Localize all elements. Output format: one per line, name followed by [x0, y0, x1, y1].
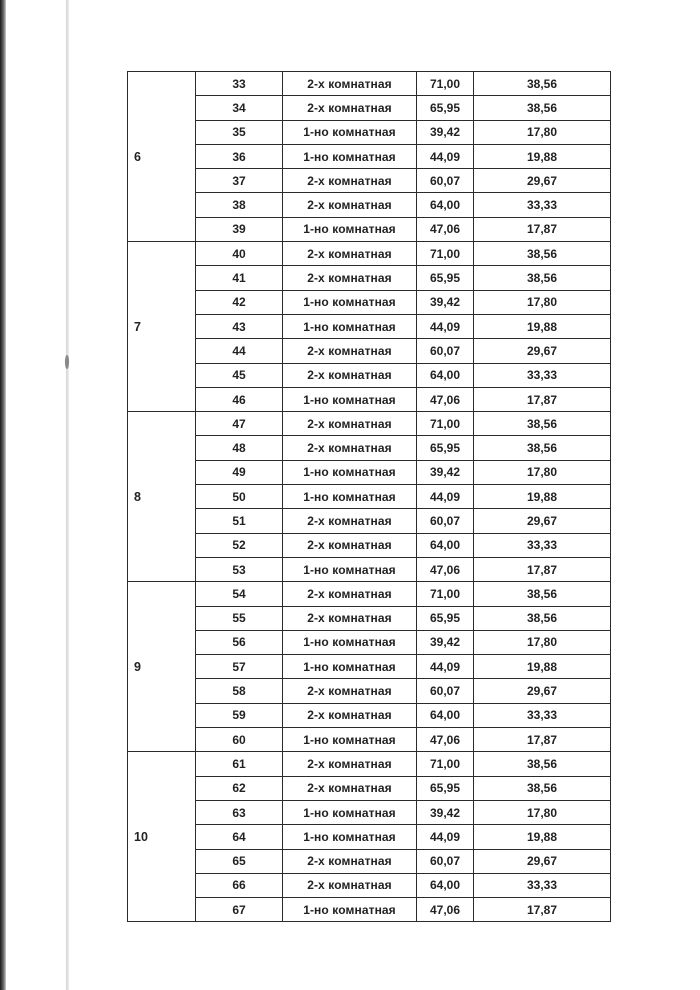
apartment-number-cell: 55 [196, 606, 283, 630]
apartment-number-cell: 36 [196, 144, 283, 168]
apartment-number-cell: 40 [196, 242, 283, 266]
table-row [128, 290, 611, 314]
living-area-cell: 17,80 [474, 800, 611, 824]
apartment-number-cell: 60 [196, 728, 283, 752]
room-type-cell: 2-х комнатная [283, 606, 417, 630]
total-area-cell: 39,42 [417, 120, 474, 144]
table-row [128, 436, 611, 460]
apartment-number-cell: 52 [196, 533, 283, 557]
table-row [128, 460, 611, 484]
table-row [128, 242, 611, 266]
total-area-cell: 44,09 [417, 144, 474, 168]
living-area-cell: 19,88 [474, 825, 611, 849]
table-row [128, 339, 611, 363]
room-type-cell: 2-х комнатная [283, 873, 417, 897]
table-row [128, 873, 611, 897]
living-area-cell: 38,56 [474, 412, 611, 436]
apartment-number-cell: 58 [196, 679, 283, 703]
living-area-cell: 17,87 [474, 728, 611, 752]
table-row [128, 703, 611, 727]
total-area-cell: 71,00 [417, 242, 474, 266]
apartment-number-cell: 51 [196, 509, 283, 533]
floor-cell: 7 [128, 242, 196, 412]
living-area-cell: 29,67 [474, 169, 611, 193]
apartment-number-cell: 50 [196, 485, 283, 509]
room-type-cell: 2-х комнатная [283, 169, 417, 193]
room-type-cell: 2-х комнатная [283, 266, 417, 290]
total-area-cell: 71,00 [417, 72, 474, 96]
apartment-number-cell: 42 [196, 290, 283, 314]
total-area-cell: 64,00 [417, 533, 474, 557]
total-area-cell: 47,06 [417, 557, 474, 581]
total-area-cell: 39,42 [417, 460, 474, 484]
room-type-cell: 2-х комнатная [283, 703, 417, 727]
living-area-cell: 33,33 [474, 363, 611, 387]
living-area-cell: 17,87 [474, 387, 611, 411]
apartment-table [127, 71, 611, 922]
apartment-number-cell: 38 [196, 193, 283, 217]
apartment-number-cell: 44 [196, 339, 283, 363]
table-row [128, 509, 611, 533]
table-row [128, 752, 611, 776]
scan-edge-shadow [0, 0, 6, 990]
total-area-cell: 39,42 [417, 800, 474, 824]
table-row [128, 120, 611, 144]
table-row [128, 606, 611, 630]
living-area-cell: 38,56 [474, 96, 611, 120]
living-area-cell: 19,88 [474, 485, 611, 509]
room-type-cell: 1-но комнатная [283, 217, 417, 241]
total-area-cell: 64,00 [417, 873, 474, 897]
floor-cell: 6 [128, 72, 196, 242]
table-row [128, 679, 611, 703]
table-row [128, 363, 611, 387]
table-row [128, 582, 611, 606]
room-type-cell: 2-х комнатная [283, 72, 417, 96]
apartment-number-cell: 48 [196, 436, 283, 460]
apartment-number-cell: 34 [196, 96, 283, 120]
total-area-cell: 64,00 [417, 703, 474, 727]
living-area-cell: 33,33 [474, 533, 611, 557]
total-area-cell: 47,06 [417, 728, 474, 752]
room-type-cell: 1-но комнатная [283, 557, 417, 581]
apartment-number-cell: 37 [196, 169, 283, 193]
total-area-cell: 71,00 [417, 752, 474, 776]
floor-cell: 9 [128, 582, 196, 752]
room-type-cell: 1-но комнатная [283, 314, 417, 338]
room-type-cell: 1-но комнатная [283, 898, 417, 922]
total-area-cell: 47,06 [417, 387, 474, 411]
apartment-table-container [127, 71, 611, 922]
living-area-cell: 38,56 [474, 776, 611, 800]
living-area-cell: 17,87 [474, 557, 611, 581]
apartment-number-cell: 61 [196, 752, 283, 776]
apartment-number-cell: 66 [196, 873, 283, 897]
apartment-number-cell: 45 [196, 363, 283, 387]
total-area-cell: 39,42 [417, 630, 474, 654]
apartment-number-cell: 64 [196, 825, 283, 849]
room-type-cell: 2-х комнатная [283, 242, 417, 266]
room-type-cell: 1-но комнатная [283, 120, 417, 144]
total-area-cell: 64,00 [417, 193, 474, 217]
table-row [128, 655, 611, 679]
table-row [128, 387, 611, 411]
apartment-number-cell: 63 [196, 800, 283, 824]
room-type-cell: 1-но комнатная [283, 728, 417, 752]
living-area-cell: 17,80 [474, 460, 611, 484]
table-row [128, 825, 611, 849]
living-area-cell: 29,67 [474, 849, 611, 873]
apartment-number-cell: 67 [196, 898, 283, 922]
total-area-cell: 60,07 [417, 849, 474, 873]
total-area-cell: 65,95 [417, 96, 474, 120]
apartment-table-body [128, 72, 611, 922]
living-area-cell: 38,56 [474, 606, 611, 630]
room-type-cell: 1-но комнатная [283, 290, 417, 314]
apartment-number-cell: 59 [196, 703, 283, 727]
table-row [128, 72, 611, 96]
apartment-number-cell: 62 [196, 776, 283, 800]
room-type-cell: 2-х комнатная [283, 533, 417, 557]
punch-hole-mark [65, 355, 69, 369]
total-area-cell: 44,09 [417, 314, 474, 338]
living-area-cell: 29,67 [474, 339, 611, 363]
table-row [128, 557, 611, 581]
living-area-cell: 38,56 [474, 242, 611, 266]
apartment-number-cell: 43 [196, 314, 283, 338]
living-area-cell: 17,87 [474, 898, 611, 922]
living-area-cell: 29,67 [474, 509, 611, 533]
apartment-number-cell: 56 [196, 630, 283, 654]
table-row [128, 849, 611, 873]
living-area-cell: 38,56 [474, 436, 611, 460]
table-row [128, 898, 611, 922]
living-area-cell: 19,88 [474, 144, 611, 168]
room-type-cell: 1-но комнатная [283, 630, 417, 654]
table-row [128, 217, 611, 241]
total-area-cell: 60,07 [417, 679, 474, 703]
apartment-number-cell: 65 [196, 849, 283, 873]
total-area-cell: 65,95 [417, 776, 474, 800]
total-area-cell: 47,06 [417, 898, 474, 922]
living-area-cell: 38,56 [474, 752, 611, 776]
living-area-cell: 17,80 [474, 120, 611, 144]
living-area-cell: 29,67 [474, 679, 611, 703]
table-row [128, 485, 611, 509]
total-area-cell: 60,07 [417, 169, 474, 193]
total-area-cell: 44,09 [417, 825, 474, 849]
floor-cell: 10 [128, 752, 196, 922]
apartment-number-cell: 54 [196, 582, 283, 606]
room-type-cell: 1-но комнатная [283, 800, 417, 824]
apartment-number-cell: 47 [196, 412, 283, 436]
total-area-cell: 47,06 [417, 217, 474, 241]
living-area-cell: 38,56 [474, 72, 611, 96]
table-row [128, 193, 611, 217]
apartment-number-cell: 53 [196, 557, 283, 581]
apartment-number-cell: 39 [196, 217, 283, 241]
living-area-cell: 19,88 [474, 314, 611, 338]
room-type-cell: 2-х комнатная [283, 193, 417, 217]
table-row [128, 169, 611, 193]
room-type-cell: 2-х комнатная [283, 436, 417, 460]
living-area-cell: 17,87 [474, 217, 611, 241]
room-type-cell: 1-но комнатная [283, 485, 417, 509]
total-area-cell: 65,95 [417, 606, 474, 630]
living-area-cell: 33,33 [474, 193, 611, 217]
total-area-cell: 65,95 [417, 436, 474, 460]
apartment-number-cell: 46 [196, 387, 283, 411]
living-area-cell: 17,80 [474, 630, 611, 654]
room-type-cell: 1-но комнатная [283, 144, 417, 168]
table-row [128, 96, 611, 120]
table-row [128, 144, 611, 168]
room-type-cell: 2-х комнатная [283, 776, 417, 800]
table-row [128, 630, 611, 654]
living-area-cell: 17,80 [474, 290, 611, 314]
total-area-cell: 44,09 [417, 485, 474, 509]
table-row [128, 776, 611, 800]
table-row [128, 266, 611, 290]
total-area-cell: 71,00 [417, 412, 474, 436]
living-area-cell: 19,88 [474, 655, 611, 679]
living-area-cell: 33,33 [474, 873, 611, 897]
apartment-number-cell: 33 [196, 72, 283, 96]
total-area-cell: 60,07 [417, 509, 474, 533]
room-type-cell: 2-х комнатная [283, 752, 417, 776]
table-row [128, 533, 611, 557]
living-area-cell: 38,56 [474, 582, 611, 606]
apartment-number-cell: 49 [196, 460, 283, 484]
table-row [128, 314, 611, 338]
room-type-cell: 2-х комнатная [283, 412, 417, 436]
room-type-cell: 2-х комнатная [283, 339, 417, 363]
apartment-number-cell: 57 [196, 655, 283, 679]
total-area-cell: 60,07 [417, 339, 474, 363]
room-type-cell: 1-но комнатная [283, 460, 417, 484]
table-row [128, 728, 611, 752]
room-type-cell: 2-х комнатная [283, 849, 417, 873]
room-type-cell: 2-х комнатная [283, 679, 417, 703]
total-area-cell: 71,00 [417, 582, 474, 606]
room-type-cell: 2-х комнатная [283, 96, 417, 120]
total-area-cell: 44,09 [417, 655, 474, 679]
floor-cell: 8 [128, 412, 196, 582]
room-type-cell: 2-х комнатная [283, 509, 417, 533]
binding-fold-line [66, 0, 69, 990]
room-type-cell: 1-но комнатная [283, 387, 417, 411]
room-type-cell: 1-но комнатная [283, 655, 417, 679]
living-area-cell: 33,33 [474, 703, 611, 727]
table-row [128, 412, 611, 436]
living-area-cell: 38,56 [474, 266, 611, 290]
room-type-cell: 2-х комнатная [283, 363, 417, 387]
total-area-cell: 65,95 [417, 266, 474, 290]
room-type-cell: 1-но комнатная [283, 825, 417, 849]
table-row [128, 800, 611, 824]
apartment-number-cell: 35 [196, 120, 283, 144]
apartment-number-cell: 41 [196, 266, 283, 290]
total-area-cell: 64,00 [417, 363, 474, 387]
room-type-cell: 2-х комнатная [283, 582, 417, 606]
total-area-cell: 39,42 [417, 290, 474, 314]
